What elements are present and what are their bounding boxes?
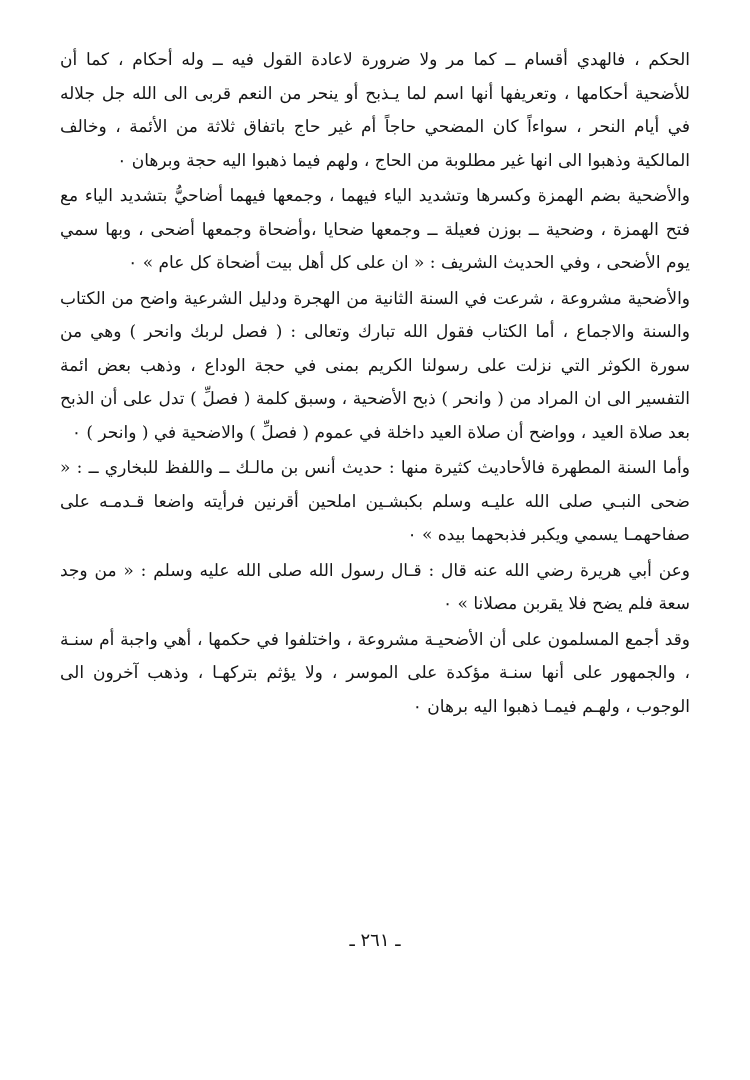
paragraph-4: وأما السنة المطهرة فالأحاديث كثيرة منها : حديث أنس بن مالـك ــ واللفظ للبخاري ــ : « ضحى النبـي صلى الله عليـه وسلم بكبشـين املحين أقرنين فرأيته واضعا قـدمـه على صفاحهمـا يسمي ويكبر فذبحهما بيده » ٠ <box>60 458 690 545</box>
paragraph-2: والأضحية بضم الهمزة وكسرها وتشديد الياء فيهما ، وجمعها فيهما أضاحيُّ بتشديد الياء مع فتح الهمزة ، وضحية ــ بوزن فعيلة ــ وجمعها ضحايا ،وأضحاة وجمعها أضحى ، وبها سمي يوم الأضحى ، وفي الحديث الشريف : « ان على كل أهل بيت أضحاة كل عام » ٠ <box>60 186 690 273</box>
page-text <box>60 44 690 724</box>
paragraph-3: والأضحية مشروعة ، شرعت في السنة الثانية من الهجرة ودليل الشرعية واضح من الكتاب والسنة والاجماع ، أما الكتاب فقول الله تبارك وتعالى : ( فصل لربك وانحر ) وهي من سورة الكوثر التي نزلت على رسولنا الكريم بمنى في حجة الوداع ، وذهب بعض ائمة التفسير الى ان المراد من ( وانحر ) ذبح الأضحية ، وسبق كلمة ( فصلِّ ) تدل على أن الذبح بعد صلاة العيد ، وواضح أن صلاة العيد داخلة في عموم ( فصلِّ ) والاضحية في ( وانحر ) ٠ <box>60 288 690 443</box>
paragraph-5: وعن أبي هريرة رضي الله عنه قال : قـال رسول الله صلى الله عليه وسلم : « من وجد سعة فلم يضح فلا يقربن مصلانا » ٠ <box>60 560 690 614</box>
paragraph-6: وقد أجمع المسلمون على أن الأضحيـة مشروعة ، واختلفوا في حكمها ، أهي واجبة أم سنـة ، والجمهور على أنها سنـة مؤكدة على الموسر ، ولا يؤثم بتركهـا ، وذهب آخرون الى الوجوب ، ولهـم فيمـا ذهبوا اليه برهان ٠ <box>60 629 690 717</box>
page-number: ـ ٢٦١ ـ <box>349 930 401 951</box>
paragraph-1: الحكم ، فالهدي أقسام ــ كما مر ولا ضرورة لاعادة القول فيه ــ وله أحكام ، كما أن للأضحية أحكامها ، وتعريفها أنها اسم لما يـذبح أو ينحر من النعم قربى الى الله جل جلاله في أيام النحر ، سواءاً كان المضحي حاجاً أم غير حاج باتفاق ثلاثة من الأئمة ، وخالف المالكية وذهبوا الى انها غير مطلوبة من الحاج ، ولهم فيما ذهبوا اليه حجة وبرهان ٠ <box>60 50 690 171</box>
